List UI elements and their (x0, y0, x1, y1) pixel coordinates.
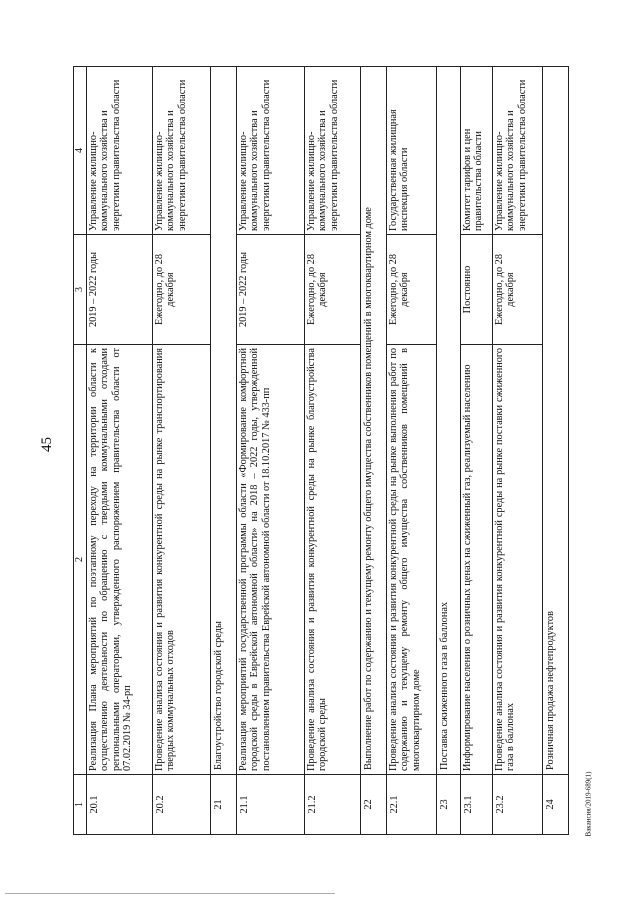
table-row (460, 67, 492, 835)
period-cell: 2019 – 2022 годы (236, 235, 304, 345)
responsible-cell: Управление жилищно-коммунального хозяйства и энергетики правительства области (236, 67, 304, 235)
header-col-3: 3 (74, 235, 87, 345)
section-row (542, 67, 568, 835)
activity-cell: Проведение анализа состояния и развития конкурентной среды на рынке выполнения работ по содержанию и текущему ремонту общего имущества собственников помещений в многоквартирном доме (386, 345, 436, 775)
section-title: Благоустройство городской среды (210, 67, 236, 775)
table-row (86, 67, 152, 835)
page-number: 45 (39, 437, 55, 452)
responsible-cell: Комитет тарифов и цен правительства области (460, 67, 492, 235)
section-title: Выполнение работ по содержанию и текущему ремонту общего имущества собственников помещений в многоквартирном доме (360, 67, 386, 775)
period-cell: Ежегодно, до 28 декабря (386, 235, 436, 345)
section-row (210, 67, 236, 835)
section-row (360, 67, 386, 835)
period-cell: Ежегодно, до 28 декабря (304, 235, 360, 345)
section-number: 23 (436, 775, 460, 835)
header-col-1: 1 (74, 775, 87, 835)
row-number: 21.2 (304, 775, 360, 835)
section-number: 22 (360, 775, 386, 835)
table-row (492, 67, 542, 835)
row-number: 20.1 (86, 775, 152, 835)
measures-table (73, 66, 569, 835)
period-cell: Постоянно (460, 235, 492, 345)
period-cell: Ежегодно, до 28 декабря (152, 235, 210, 345)
activity-cell: Реализация Плана мероприятий по поэтапному переходу на территории области к осуществлению деятельности по обращению с твердыми коммунальными отходами региональными операторами, утвержденного распоряжением правительства области от 07.02.2019 № 34-рп (86, 345, 152, 775)
header-col-2: 2 (74, 345, 87, 775)
row-number: 22.1 (386, 775, 436, 835)
row-number: 20.2 (152, 775, 210, 835)
header-col-4: 4 (74, 67, 87, 235)
section-row (436, 67, 460, 835)
responsible-cell: Управление жилищно-коммунального хозяйства и энергетики правительства области (86, 67, 152, 235)
table-row (152, 67, 210, 835)
responsible-cell: Управление жилищно-коммунального хозяйства и энергетики правительства области (152, 67, 210, 235)
responsible-cell: Управление жилищно-коммунального хозяйства и энергетики правительства области (492, 67, 542, 235)
period-cell: 2019 – 2022 годы (86, 235, 152, 345)
responsible-cell: Управление жилищно-коммунального хозяйства и энергетики правительства области (304, 67, 360, 235)
scan-artifact-line (5, 893, 335, 894)
row-number: 23.2 (492, 775, 542, 835)
stamp-text: Вакансия/2019-689(1) (584, 771, 593, 837)
section-title: Розничная продажа нефтепродуктов (542, 67, 568, 775)
row-number: 21.1 (236, 775, 304, 835)
activity-cell: Проведение анализа состояния и развития конкурентной среды на рынке поставки сжиженного газа в баллонах (492, 345, 542, 775)
table-header-row (74, 67, 87, 835)
table-row (236, 67, 304, 835)
activity-cell: Проведение анализа состояния и развития конкурентной среды на рынке транспортирования твердых коммунальных отходов (152, 345, 210, 775)
activity-cell: Информирование населения о розничных ценах на сжиженный газ, реализуемый населению (460, 345, 492, 775)
activity-cell: Проведение анализа состояния и развития конкурентной среды на рынке благоустройства городской среды (304, 345, 360, 775)
activity-cell: Реализация мероприятий государственной программы области «Формирование комфортной городской среды в Еврейской автономной области» на 2018 – 2022 годы, утвержденной постановлением правительства Еврейской автономной области от 18.10.2017 № 433-пп (236, 345, 304, 775)
section-title: Поставка сжиженного газа в баллонах (436, 67, 460, 775)
table-row (386, 67, 436, 835)
row-number: 23.1 (460, 775, 492, 835)
table-row (304, 67, 360, 835)
period-cell: Ежегодно, до 28 декабря (492, 235, 542, 345)
responsible-cell: Государственная жилищная инспекция области (386, 67, 436, 235)
section-number: 24 (542, 775, 568, 835)
section-number: 21 (210, 775, 236, 835)
rotated-table-container (73, 67, 556, 835)
